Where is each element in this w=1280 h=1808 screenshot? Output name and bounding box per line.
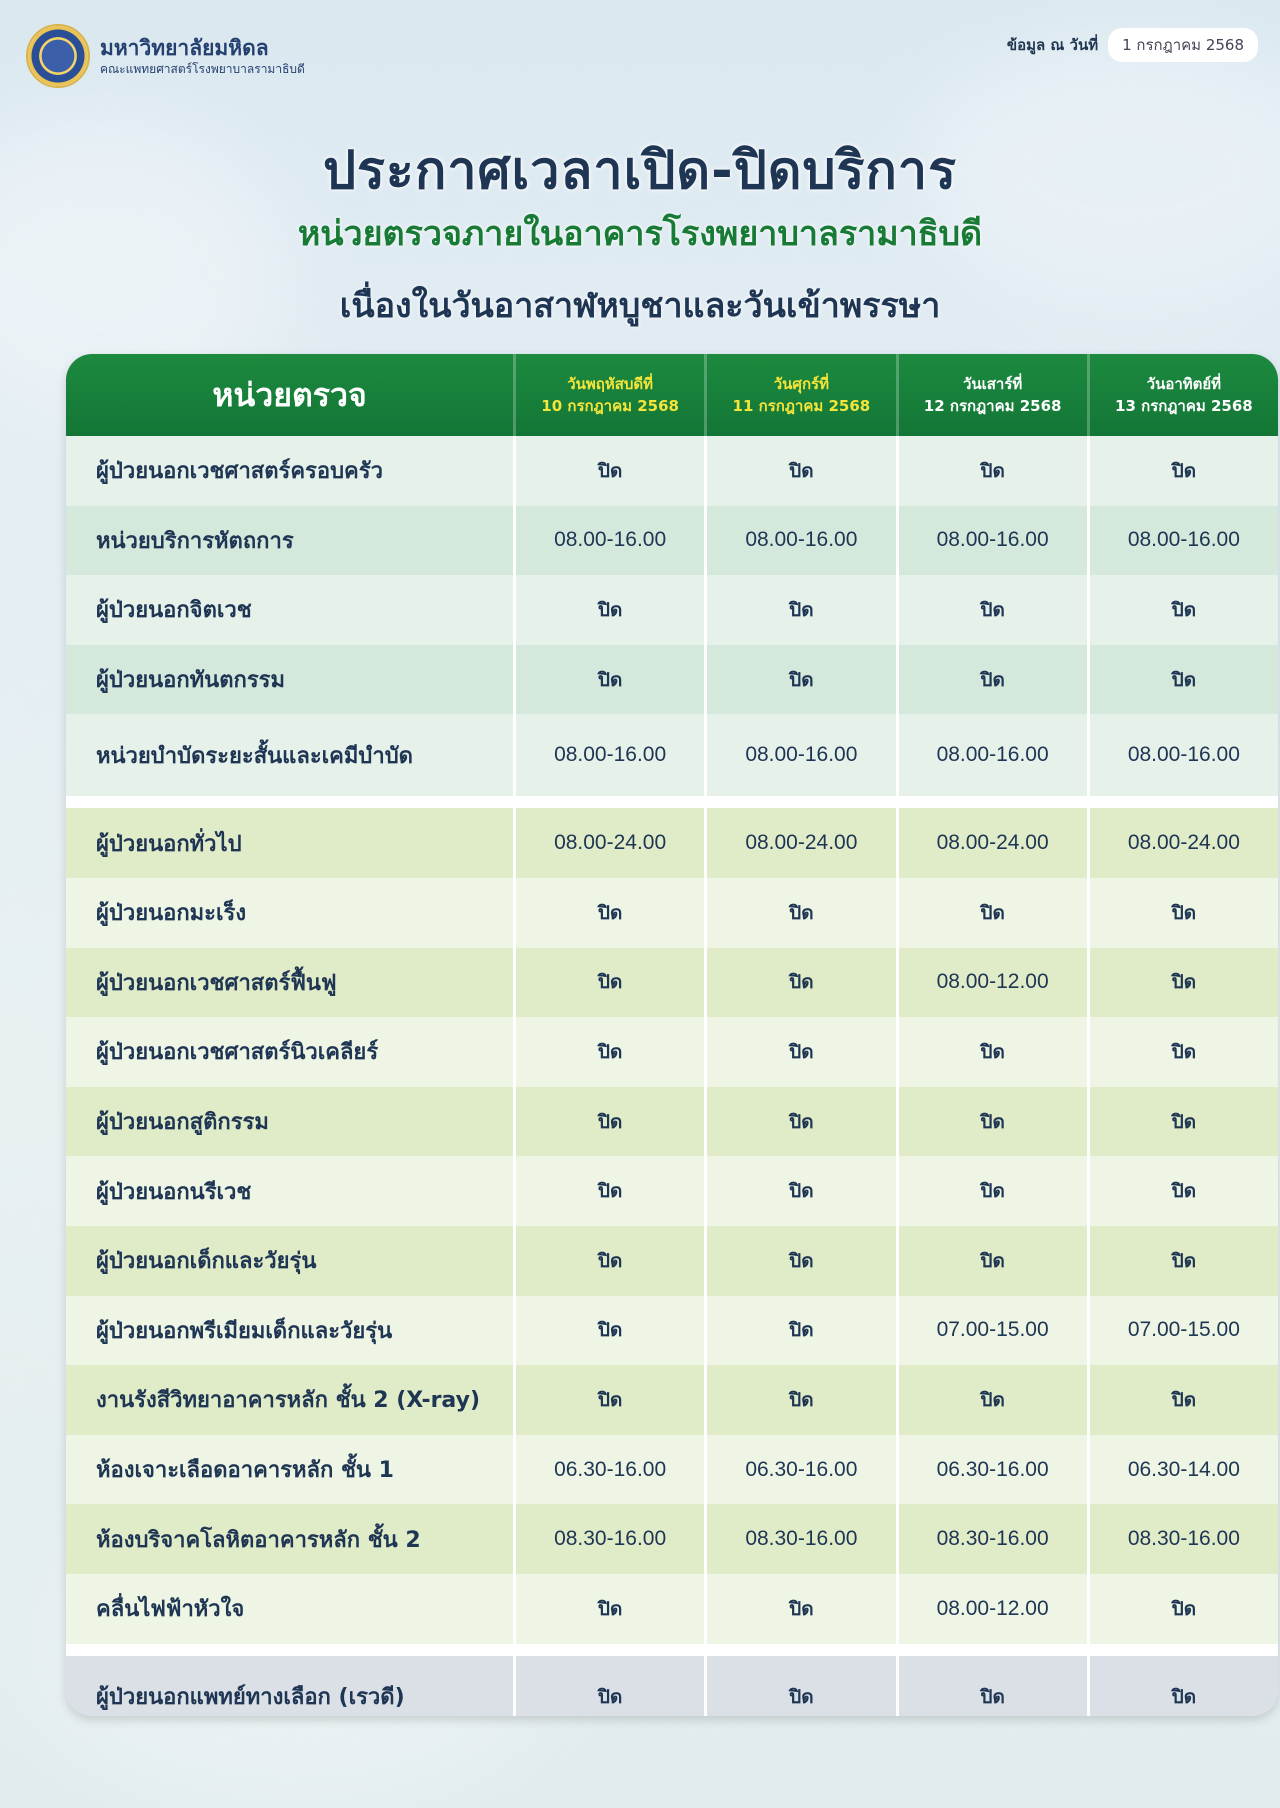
unit-name: ผู้ป่วยนอกแพทย์ทางเลือก (เรวดี) — [66, 1656, 516, 1717]
table-row — [66, 436, 1278, 506]
group-divider — [66, 796, 1278, 808]
hours-cell: ปิด — [707, 575, 898, 645]
hours-cell: ปิด — [707, 1156, 898, 1226]
day-header-4 — [1090, 354, 1278, 436]
schedule-table — [66, 354, 1278, 1716]
unit-name: ผู้ป่วยนอกทันตกรรม — [66, 645, 516, 715]
hours-cell: 08.30-16.00 — [516, 1504, 707, 1574]
table-row — [66, 1504, 1278, 1574]
hours-cell: 07.00-15.00 — [1127, 1318, 1240, 1342]
hours-cell: ปิด — [707, 1087, 898, 1157]
hours-cell: ปิด — [1171, 901, 1197, 924]
data-date — [1007, 28, 1258, 62]
table-row — [66, 1156, 1278, 1226]
hours-cell: ปิด — [1171, 598, 1197, 621]
unit-name: ผู้ป่วยนอกทั่วไป — [66, 808, 516, 878]
hours-cell: ปิด — [899, 1017, 1090, 1087]
hours-cell: ปิด — [516, 1656, 707, 1717]
table-row — [66, 1656, 1278, 1717]
unit-name: ห้องบริจาคโลหิตอาคารหลัก ชั้น 2 — [66, 1504, 516, 1574]
table-row — [66, 1296, 1278, 1366]
hours-cell: ปิด — [707, 1226, 898, 1296]
hours-cell: ปิด — [899, 436, 1090, 506]
day-name: วันศุกร์ที่ — [773, 375, 829, 393]
table-row — [66, 808, 1278, 878]
hours-cell: ปิด — [516, 436, 707, 506]
unit-name: ผู้ป่วยนอกเวชศาสตร์นิวเคลียร์ — [66, 1017, 516, 1087]
table-row — [66, 1365, 1278, 1435]
unit-name: หน่วยบำบัดระยะสั้นและเคมีบำบัด — [66, 714, 516, 796]
unit-name: ผู้ป่วยนอกสูติกรรม — [66, 1087, 516, 1157]
day-date: 13 กรกฎาคม 2568 — [1115, 397, 1253, 415]
unit-name: คลื่นไฟฟ้าหัวใจ — [66, 1574, 516, 1644]
hours-cell: ปิด — [516, 575, 707, 645]
university-logo — [26, 24, 305, 88]
hours-cell: 08.00-16.00 — [516, 714, 707, 796]
hours-cell: 08.30-16.00 — [707, 1504, 898, 1574]
hours-cell: ปิด — [1171, 1597, 1197, 1620]
table-group-3 — [66, 1656, 1278, 1717]
hours-cell: 06.30-16.00 — [516, 1435, 707, 1505]
hours-cell: 08.00-16.00 — [707, 506, 898, 576]
hours-cell: ปิด — [1171, 668, 1197, 691]
table-row — [66, 1574, 1278, 1644]
unit-name: ผู้ป่วยนอกเวชศาสตร์ครอบครัว — [66, 436, 516, 506]
date-value: 1 กรกฎาคม 2568 — [1108, 28, 1258, 62]
hours-cell: ปิด — [707, 1365, 898, 1435]
hours-cell: ปิด — [516, 645, 707, 715]
mahidol-seal-icon — [26, 24, 90, 88]
hours-cell: ปิด — [516, 1017, 707, 1087]
day-date: 10 กรกฎาคม 2568 — [541, 397, 679, 415]
hours-cell: ปิด — [707, 1017, 898, 1087]
faculty-name: คณะแพทยศาสตร์โรงพยาบาลรามาธิบดี — [100, 62, 305, 76]
hours-cell: ปิด — [899, 645, 1090, 715]
table-row — [66, 1226, 1278, 1296]
page-reason: เนื่องในวันอาสาฬหบูชาและวันเข้าพรรษา — [339, 286, 941, 326]
unit-name: ผู้ป่วยนอกพรีเมียมเด็กและวัยรุ่น — [66, 1296, 516, 1366]
unit-name: ผู้ป่วยนอกนรีเวช — [66, 1156, 516, 1226]
hours-cell: ปิด — [516, 1365, 707, 1435]
day-header-3 — [899, 354, 1090, 436]
hours-cell: 08.00-12.00 — [899, 1574, 1090, 1644]
unit-name: งานรังสีวิทยาอาคารหลัก ชั้น 2 (X-ray) — [66, 1365, 516, 1435]
hours-cell: ปิด — [707, 948, 898, 1018]
table-row — [66, 1017, 1278, 1087]
group-divider — [66, 1644, 1278, 1656]
hours-cell: ปิด — [1171, 1180, 1197, 1203]
hours-cell: 08.00-16.00 — [1127, 743, 1240, 767]
hours-cell: 06.30-16.00 — [707, 1435, 898, 1505]
hours-cell: ปิด — [1171, 459, 1197, 482]
table-row — [66, 714, 1278, 796]
day-name: วันเสาร์ที่ — [962, 375, 1023, 393]
unit-column-header: หน่วยตรวจ — [66, 354, 516, 436]
hours-cell: 08.00-16.00 — [899, 506, 1090, 576]
hours-cell: ปิด — [707, 645, 898, 715]
hours-cell: ปิด — [899, 575, 1090, 645]
table-row — [66, 575, 1278, 645]
unit-name: ห้องเจาะเลือดอาคารหลัก ชั้น 1 — [66, 1435, 516, 1505]
table-row — [66, 878, 1278, 948]
hours-cell: ปิด — [516, 1087, 707, 1157]
hours-cell: 08.00-16.00 — [1127, 528, 1240, 552]
hours-cell: 08.00-16.00 — [899, 714, 1090, 796]
hours-cell: ปิด — [707, 878, 898, 948]
hours-cell: 08.00-24.00 — [899, 808, 1090, 878]
hours-cell: 07.00-15.00 — [899, 1296, 1090, 1366]
page-title: ประกาศเวลาเปิด-ปิดบริการ — [322, 141, 958, 201]
unit-name: หน่วยบริการหัตถการ — [66, 506, 516, 576]
hours-cell: 08.00-24.00 — [1127, 831, 1240, 855]
day-header-2 — [707, 354, 898, 436]
day-header-1 — [516, 354, 707, 436]
table-row — [66, 645, 1278, 715]
day-name: วันอาทิตย์ที่ — [1146, 375, 1222, 393]
day-date: 12 กรกฎาคม 2568 — [923, 397, 1062, 415]
unit-name: ผู้ป่วยนอกมะเร็ง — [66, 878, 516, 948]
table-group-1 — [66, 436, 1278, 796]
hours-cell: ปิด — [516, 878, 707, 948]
hours-cell: ปิด — [899, 1365, 1090, 1435]
hours-cell: 08.00-24.00 — [707, 808, 898, 878]
page-subtitle: หน่วยตรวจภายในอาคารโรงพยาบาลรามาธิบดี — [297, 214, 983, 254]
hours-cell: ปิด — [1171, 1249, 1197, 1272]
hours-cell: ปิด — [516, 1226, 707, 1296]
hours-cell: ปิด — [899, 1226, 1090, 1296]
hours-cell: 08.00-24.00 — [516, 808, 707, 878]
table-header — [66, 354, 1278, 436]
day-name: วันพฤหัสบดีที่ — [567, 375, 654, 393]
hours-cell: ปิด — [1171, 971, 1197, 994]
date-label: ข้อมูล ณ วันที่ — [1006, 36, 1099, 54]
table-row — [66, 1435, 1278, 1505]
hours-cell: ปิด — [899, 1156, 1090, 1226]
table-row — [66, 1087, 1278, 1157]
university-name: มหาวิทยาลัยมหิดล — [100, 36, 269, 60]
hours-cell: ปิด — [1171, 1388, 1197, 1411]
table-group-2 — [66, 808, 1278, 1643]
hours-cell: 06.30-14.00 — [1127, 1457, 1240, 1481]
hours-cell: 06.30-16.00 — [899, 1435, 1090, 1505]
hours-cell: ปิด — [1171, 1110, 1197, 1133]
hours-cell: ปิด — [516, 1574, 707, 1644]
hours-cell: ปิด — [707, 1296, 898, 1366]
unit-name: ผู้ป่วยนอกเด็กและวัยรุ่น — [66, 1226, 516, 1296]
hours-cell: ปิด — [516, 1156, 707, 1226]
hours-cell: ปิด — [899, 878, 1090, 948]
hours-cell: ปิด — [1171, 1685, 1197, 1708]
hours-cell: 08.30-16.00 — [1127, 1527, 1240, 1551]
hours-cell: ปิด — [516, 1296, 707, 1366]
unit-name: ผู้ป่วยนอกเวชศาสตร์ฟื้นฟู — [66, 948, 516, 1018]
hours-cell: ปิด — [707, 436, 898, 506]
hours-cell: 08.00-16.00 — [707, 714, 898, 796]
day-date: 11 กรกฎาคม 2568 — [732, 397, 871, 415]
hours-cell: ปิด — [1171, 1040, 1197, 1063]
hours-cell: 08.00-16.00 — [516, 506, 707, 576]
table-row — [66, 506, 1278, 576]
table-row — [66, 948, 1278, 1018]
hours-cell: ปิด — [899, 1656, 1090, 1717]
hours-cell: ปิด — [899, 1087, 1090, 1157]
hours-cell: ปิด — [707, 1656, 898, 1717]
unit-name: ผู้ป่วยนอกจิตเวช — [66, 575, 516, 645]
hours-cell: 08.00-12.00 — [899, 948, 1090, 1018]
hours-cell: ปิด — [516, 948, 707, 1018]
hours-cell: ปิด — [707, 1574, 898, 1644]
hours-cell: 08.30-16.00 — [899, 1504, 1090, 1574]
